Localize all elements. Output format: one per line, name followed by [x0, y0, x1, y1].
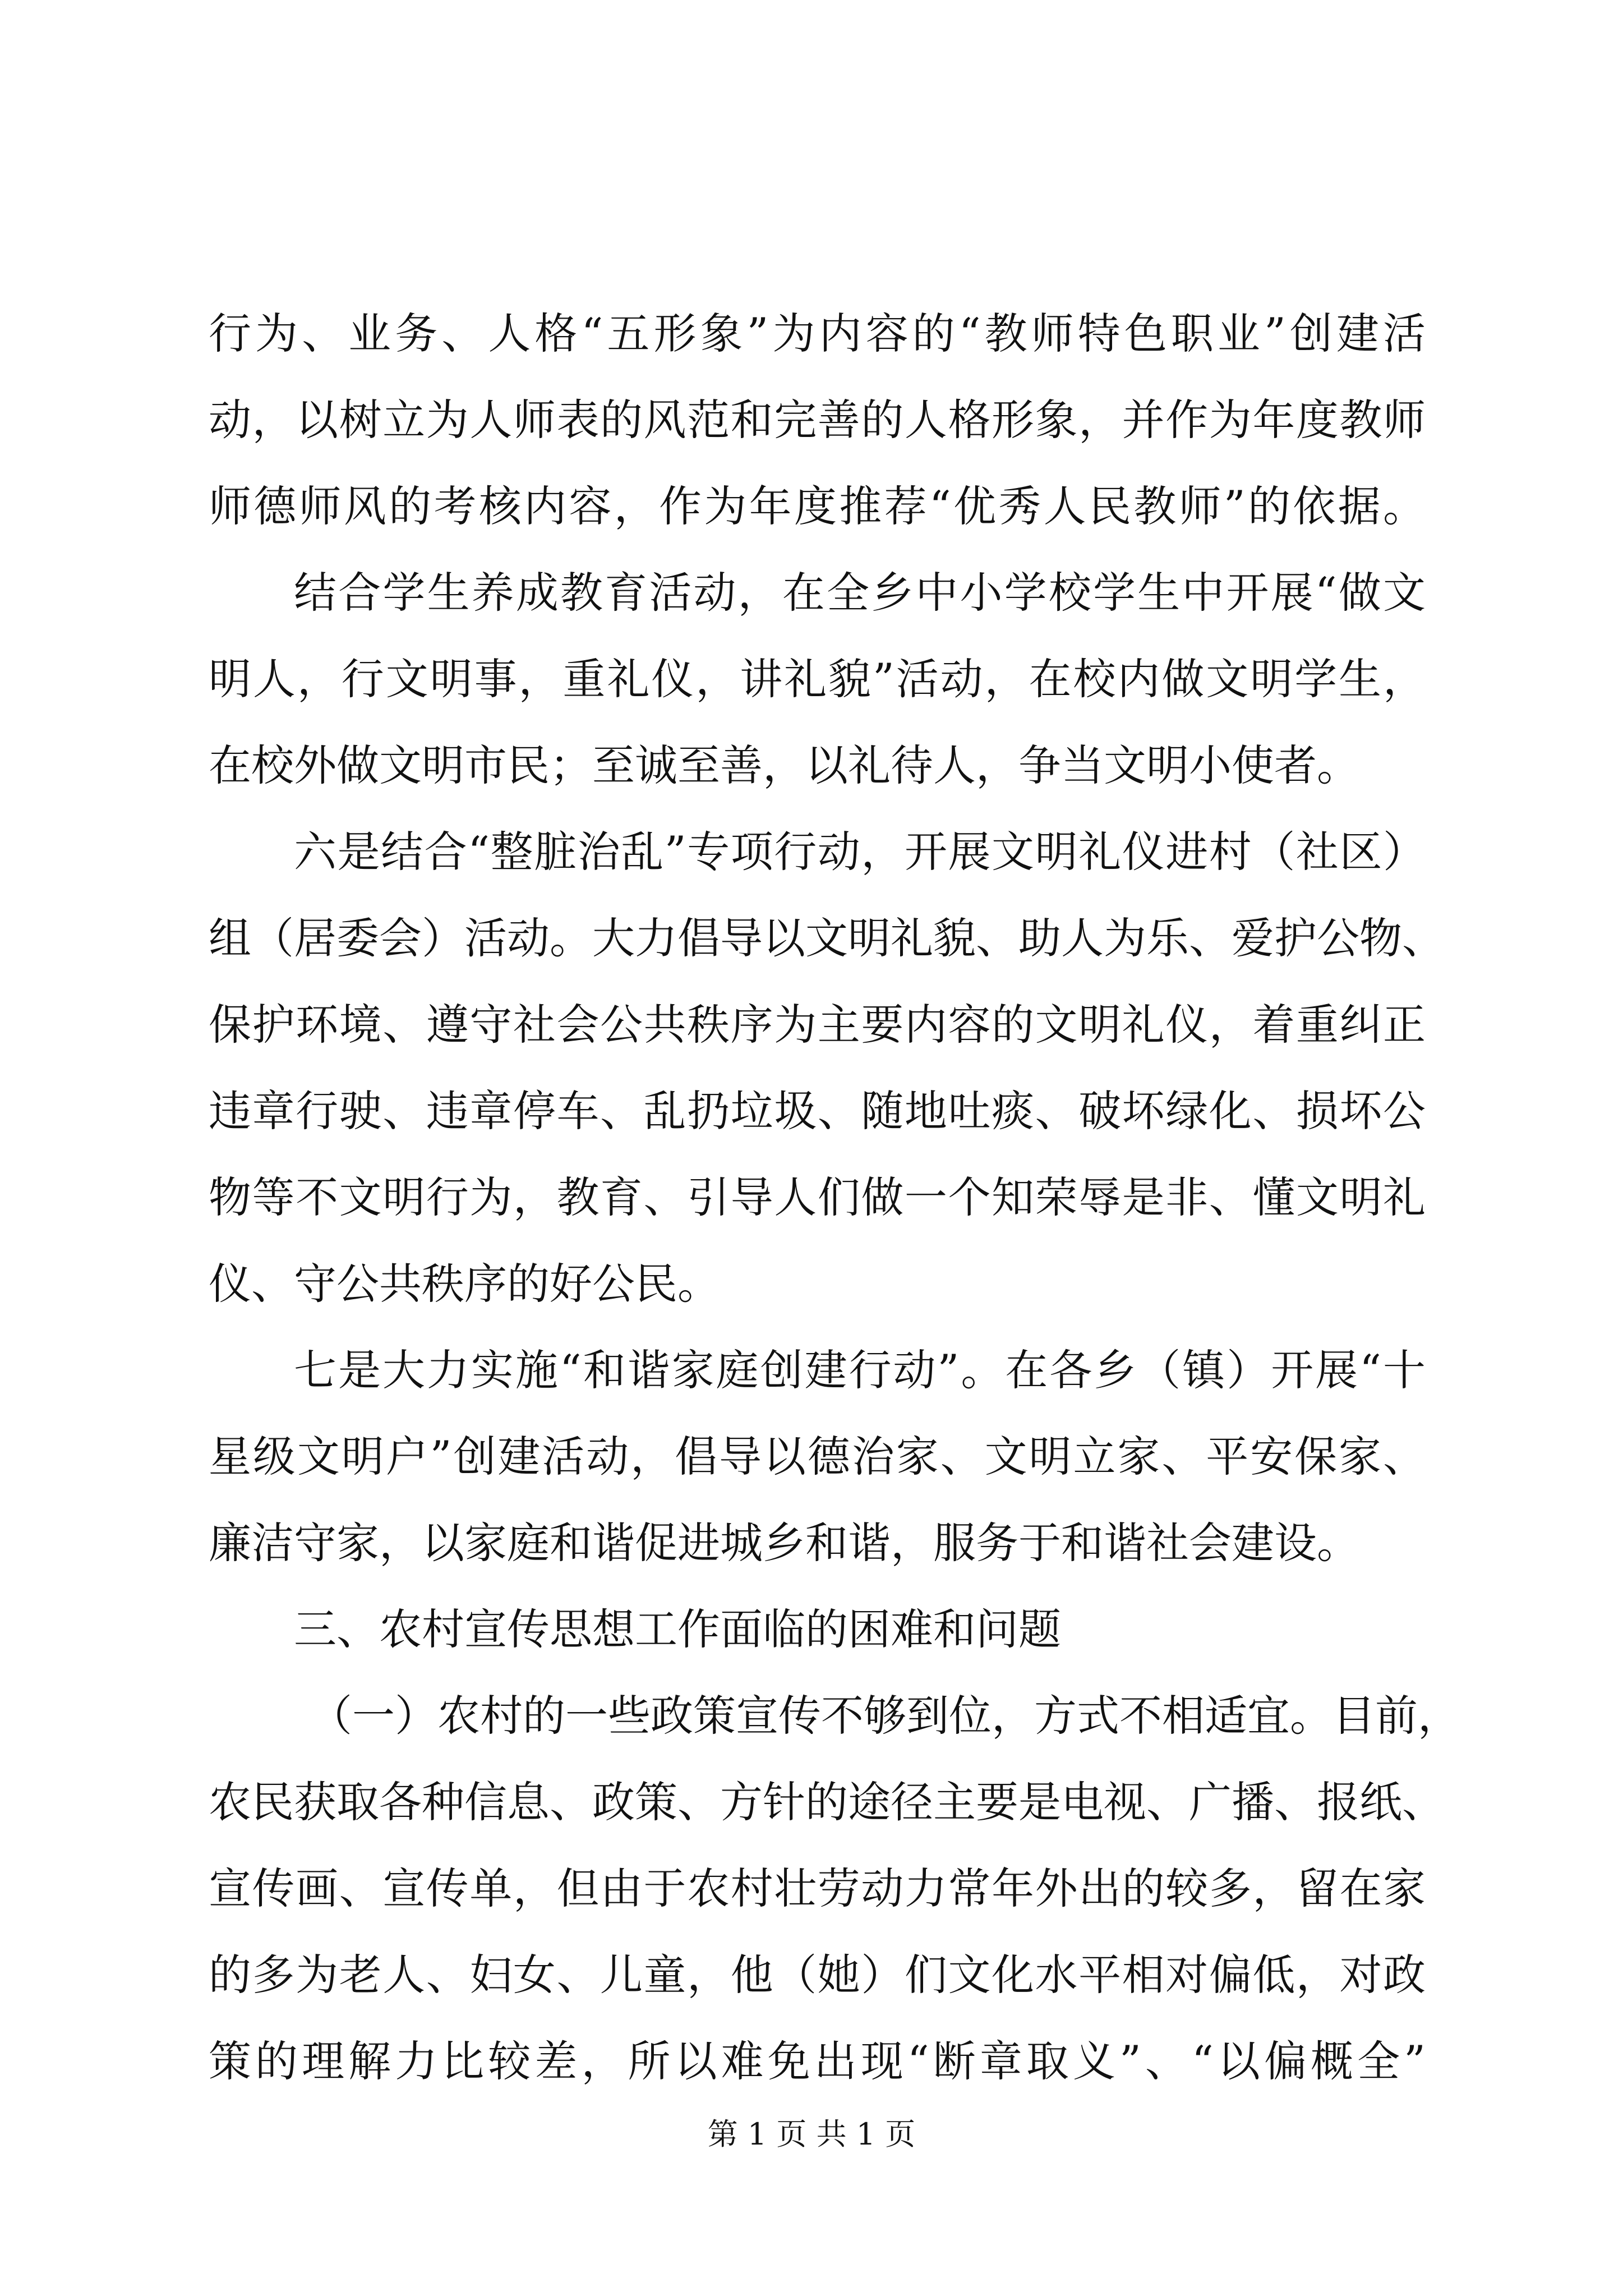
text-line: 的多为老人、妇女、儿童，他（她）们文化水平相对偏低，对政 [209, 1950, 1426, 2000]
text-line: 师德师风的考核内容，作为年度推荐“优秀人民教师”的依据。 [209, 481, 1426, 531]
text-line: 六是结合“整脏治乱”专项行动，开展文明礼仪进村（社区） [294, 827, 1426, 877]
text-line: 物等不文明行为，教育、引导人们做一个知荣辱是非、懂文明礼 [209, 1172, 1426, 1222]
text-line: 三、农村宣传思想工作面临的困难和问题 [294, 1604, 1061, 1654]
text-line: 策的理解力比较差，所以难免出现“断章取义”、“以偏概全” [209, 2036, 1426, 2086]
text-line: 行为、业务、人格“五形象”为内容的“教师特色职业”创建活 [209, 309, 1426, 358]
page-footer: 第 1 页 共 1 页 [707, 2116, 916, 2152]
text-line: 保护环境、遵守社会公共秩序为主要内容的文明礼仪，着重纠正 [209, 1000, 1426, 1050]
text-line: 组（居委会）活动。大力倡导以文明礼貌、助人为乐、爱护公物、 [209, 913, 1445, 963]
text-line: 动，以树立为人师表的风范和完善的人格形象，并作为年度教师 [209, 395, 1426, 445]
text-line: 七是大力实施“和谐家庭创建行动”。在各乡（镇）开展“十 [294, 1345, 1426, 1395]
document-body [209, 291, 1460, 2105]
text-line: 在校外做文明市民；至诚至善，以礼待人，争当文明小使者。 [209, 740, 1359, 790]
text-line: 结合学生养成教育活动，在全乡中小学校学生中开展“做文 [294, 568, 1426, 618]
text-line: 宣传画、宣传单，但由于农村壮劳动力常年外出的较多，留在家 [209, 1864, 1426, 1913]
text-line: 农民获取各种信息、政策、方针的途径主要是电视、广播、报纸、 [209, 1777, 1445, 1827]
text-line: （一）农村的一些政策宣传不够到位，方式不相适宜。目前， [310, 1691, 1460, 1741]
text-line: 明人，行文明事，重礼仪，讲礼貌”活动，在校内做文明学生， [209, 654, 1426, 704]
text-line: 违章行驶、违章停车、乱扔垃圾、随地吐痰、破坏绿化、损坏公 [209, 1086, 1426, 1136]
text-line: 仪、守公共秩序的好公民。 [209, 1259, 720, 1309]
text-line: 星级文明户”创建活动，倡导以德治家、文明立家、平安保家、 [209, 1432, 1426, 1481]
text-line: 廉洁守家，以家庭和谐促进城乡和谐，服务于和谐社会建设。 [209, 1518, 1359, 1568]
